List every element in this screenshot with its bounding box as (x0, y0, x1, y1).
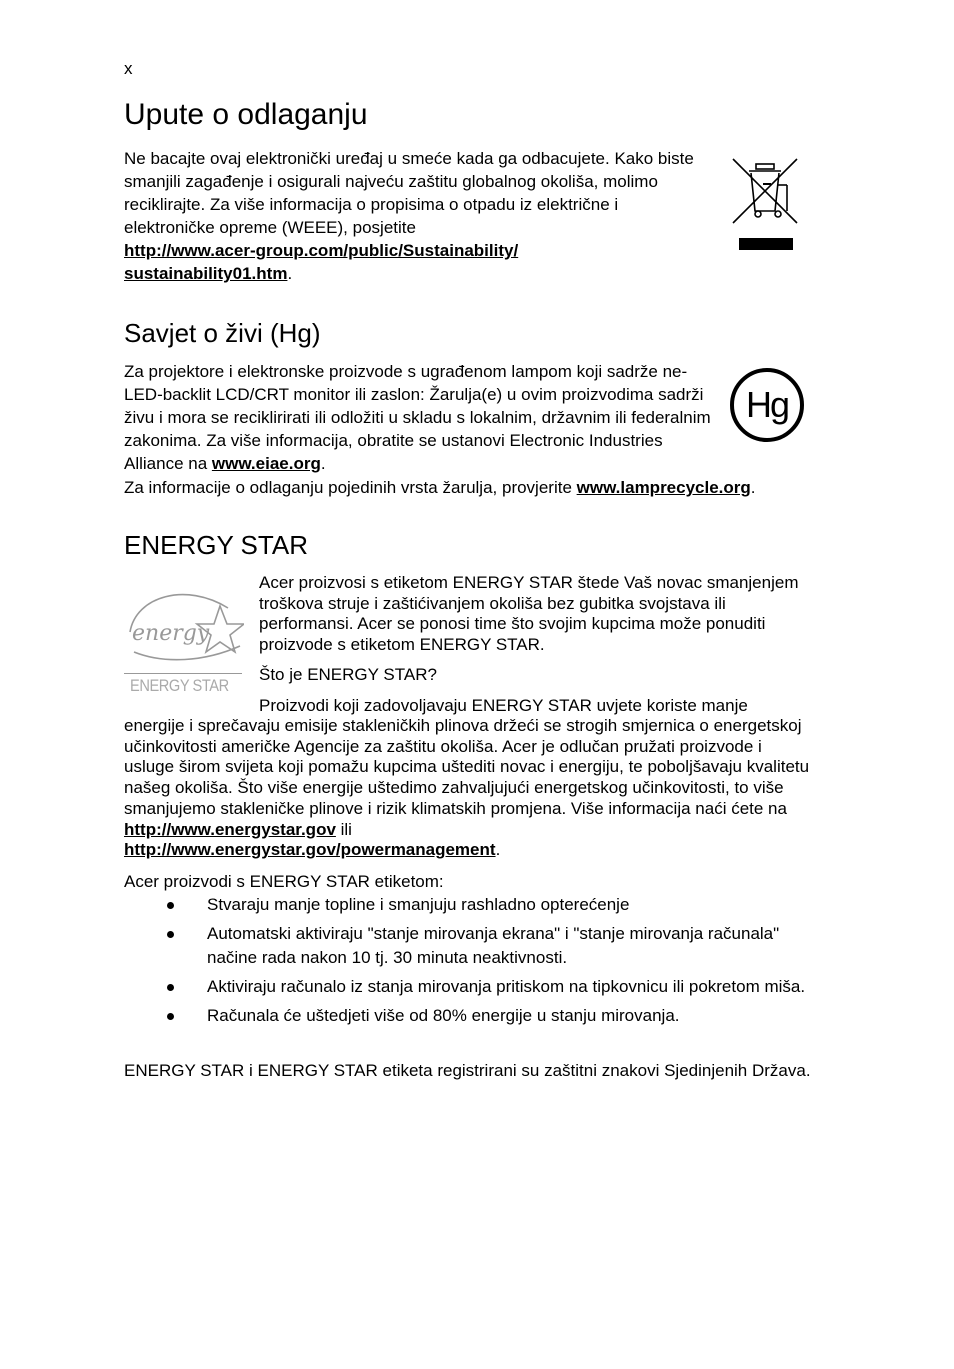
lamp-end: . (750, 478, 756, 497)
energy-intro: Acer proizvosi s etiketom ENERGY STAR štede Vaš novac smanjenjem troškova struje i zaštićivanjem okoliša bez gubitka svojstava ili performansi. Acer se ponosi time što svojim kupcima može ponuditi proizvode s etiketom ENERGY STAR. (259, 573, 799, 655)
bullet-icon (167, 1013, 174, 1020)
mercury-hg-icon (730, 368, 804, 442)
lamp-paragraph (124, 476, 824, 499)
lamp-text: Za informacije o odlaganju pojedinih vrsta žarulja, provjerite (124, 478, 577, 497)
list-item-text: Stvaraju manje topline i smanjuju rashladno opterećenje (207, 895, 630, 914)
disposal-heading: Upute o odlaganju (124, 98, 368, 131)
energy-benefits-list (124, 893, 814, 1033)
mercury-text: Za projektore i elektronske proizvode s ugrađenom lampom koji sadrže ne-LED-backlit LCD/CRT monitor ili zaslon: Žarulja(e) u ovim proizvodima sadrži živu i mora se reciklirirati ili odložiti u skladu s lokalnim, državnim ili federalnim zakonima. Za više informacija, obratite se ustanovi Electronic Industries Alliance na (124, 362, 711, 473)
list-item-text: Aktiviraju računalo iz stanja mirovanja pritiskom na tipkovnicu ili pokretom miša. (207, 977, 806, 996)
list-item (124, 922, 814, 970)
weee-crossed-bin-icon (729, 155, 801, 251)
energy-answer-paragraph (124, 716, 814, 861)
list-item (124, 975, 814, 999)
list-item-text: Računala će uštedjeti više od 80% energije u stanju mirovanja. (207, 1006, 680, 1025)
energy-star-heading: ENERGY STAR (124, 530, 308, 560)
weee-link-part1[interactable]: http://www.acer-group.com/public/Sustainability/ (124, 241, 519, 260)
list-item (124, 1004, 814, 1028)
disposal-end: . (287, 264, 293, 283)
bullet-icon (167, 931, 174, 938)
list-item-text: Automatski aktiviraju "stanje mirovanja ekrana" i "stanje mirovanja računala" načine rada nakon 10 tj. 30 minuta neaktivnosti. (207, 924, 780, 967)
hg-label: Hg (745, 384, 789, 425)
mercury-heading: Savjet o živi (Hg) (124, 318, 321, 348)
energy-list-intro: Acer proizvodi s ENERGY STAR etiketom: (124, 872, 444, 891)
weee-link-part2[interactable]: sustainability01.htm (124, 264, 288, 283)
energy-answer-text: energije i sprečavaju emisije stakleničkih plinova držeći se strogih smjernica o energetskoj učinkovitosti američke Agencije za zaštitu okoliša. Acer je odlučan pružati proizvode i usluge širom svijeta koji pomažu kupcima uštediti novac i energiju, te poboljšavaju kvalitetu našeg okoliša. Što više energije uštedimo zahvaljujući energetskog učinkovitosti, to više smanjujemo stakleničke plinove i rizik klimatskih promjena. Više informacija naći ćete na (124, 716, 810, 818)
page-number: x (124, 59, 133, 78)
energy-or: ili (335, 819, 352, 839)
mercury-paragraph (124, 360, 714, 475)
mercury-end1: . (320, 454, 326, 473)
bullet-icon (167, 984, 174, 991)
trademark-note: ENERGY STAR i ENERGY STAR etiketa registrirani su zaštitni znakovi Sjedinjenih Država. (124, 1061, 811, 1080)
energy-answer-first-line: Proizvodi koji zadovoljavaju ENERGY STAR uvjete koriste manje (259, 696, 748, 715)
energystar-gov-link[interactable]: http://www.energystar.gov (124, 819, 336, 839)
powermanagement-link[interactable]: http://www.energystar.gov/powermanagement (124, 840, 496, 860)
list-item (124, 893, 814, 917)
energy-end: . (495, 840, 501, 860)
disposal-text: Ne bacajte ovaj elektronički uređaj u smeće kada ga odbacujete. Kako biste smanjili zagađenje i osigurali najveću zaštitu globalnog okoliša, molimo reciklirajte. Za više informacija o propisima o otpadu iz električne i elektroničke opreme (WEEE), posjetite (124, 149, 694, 237)
energy-star-logo (124, 584, 244, 698)
energy-script-text: energy (132, 621, 210, 646)
lamprecycle-link[interactable]: www.lamprecycle.org (576, 478, 751, 497)
energy-question: Što je ENERGY STAR? (259, 665, 437, 684)
eiae-link[interactable]: www.eiae.org (211, 454, 321, 473)
disposal-paragraph (124, 147, 706, 285)
bullet-icon (167, 902, 174, 909)
energy-star-caption: ENERGY STAR (130, 676, 229, 695)
energy-star-icon (124, 584, 244, 666)
